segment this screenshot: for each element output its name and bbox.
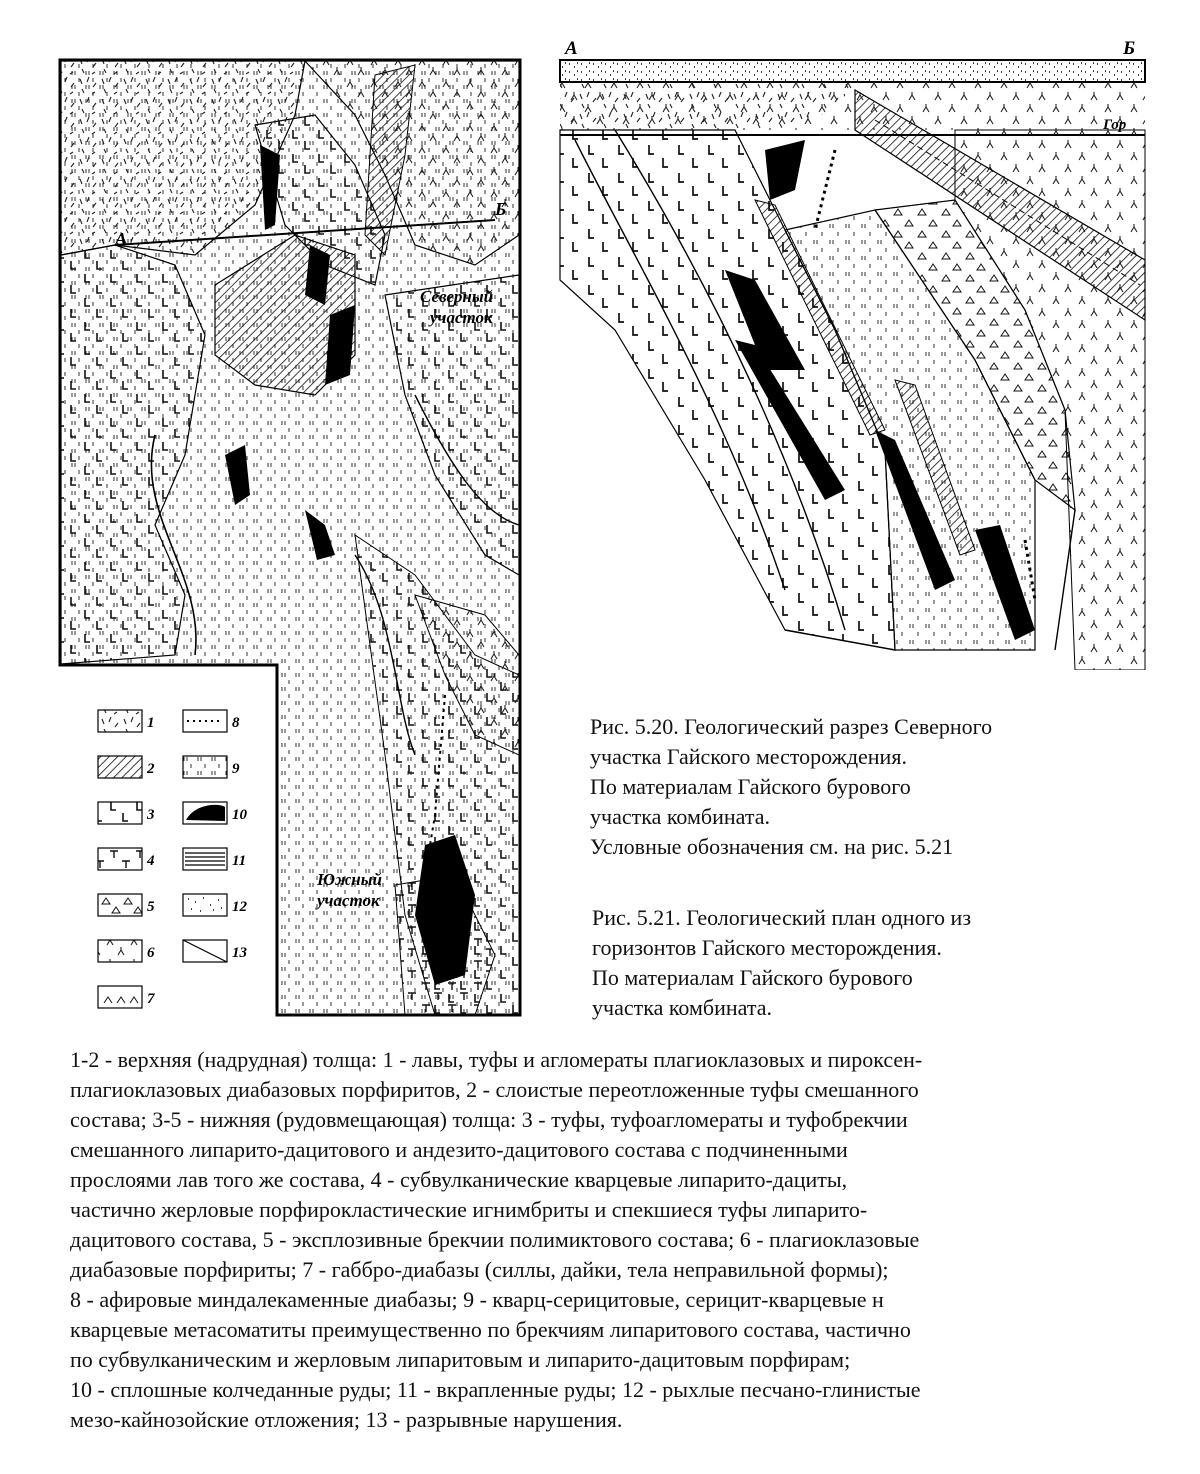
caption-line: участка комбината. [590, 804, 770, 829]
section-label-a: А [565, 38, 578, 59]
legend-description-line: 1-2 - верхняя (надрудная) толща: 1 - лавы, туфы и агломераты плагиоклазовых и пироксен- [70, 1047, 923, 1072]
legend-number-9: 9 [232, 761, 240, 777]
legend-description-line: плагиоклазовых диабазовых порфиритов, 2 - слоистые переотложенные туфы смешанного [70, 1077, 919, 1102]
legend-description-line: 10 - сплошные колчеданные руды; 11 - вкрапленные руды; 12 - рыхлые песчано-глинистые [70, 1377, 921, 1402]
geological-cross-section [555, 30, 1150, 670]
southern-area-label-line1: Южный [317, 870, 382, 889]
legend-description-line: диабазовые порфириты; 7 - габбро-диабазы (силлы, дайки, тела неправильной формы); [70, 1257, 889, 1282]
caption-line: участка комбината. [592, 995, 772, 1020]
caption-line: Рис. 5.20. Геологический разрез Северного [590, 714, 993, 739]
legend-number-11: 11 [232, 853, 247, 869]
legend-description-line: кварцевые метасоматиты преимущественно по брекчиям липаритового состава, частично [70, 1317, 911, 1342]
legend-number-2: 2 [147, 761, 155, 777]
caption-line: участка Гайского месторождения. [590, 744, 907, 769]
northern-area-label-line1: Северный [420, 287, 494, 306]
caption-line: Рис. 5.21. Геологический план одного из [592, 905, 972, 930]
caption-fig-5-21 [592, 903, 971, 1023]
legend-number-5: 5 [147, 899, 155, 915]
legend-number-4: 4 [147, 853, 155, 869]
legend-number-10: 10 [232, 807, 247, 823]
map-legend [98, 710, 227, 1008]
legend-description-line: смешанного липарито-дацитового и андезито-дацитового состава с подчиненными [70, 1137, 848, 1162]
legend-number-1: 1 [147, 715, 155, 731]
legend-description-line: мезо-кайнозойские отложения; 13 - разрывные нарушения. [70, 1407, 623, 1432]
map-label-b: Б [495, 199, 507, 219]
legend-number-8: 8 [232, 715, 240, 731]
legend-description-line: дацитового состава, 5 - эксплозивные брекчии полимиктового состава; 6 - плагиоклазовые [70, 1227, 920, 1252]
legend-number-13: 13 [232, 945, 247, 961]
legend-description-line: по субвулканическим и жерловым липаритовым и липарито-дацитовым порфирам; [70, 1347, 851, 1372]
legend-description-line: частично жерловые порфирокластические игнимбриты и спекшиеся туфы липарито- [70, 1197, 868, 1222]
section-label-b: Б [1123, 38, 1136, 59]
legend-description-line: 8 - афировые миндалекаменные диабазы; 9 - кварц-серицитовые, серицит-кварцевые н [70, 1287, 884, 1312]
southern-area-label-line2: участок [317, 891, 380, 910]
map-label-a: А [115, 229, 128, 249]
legend-number-6: 6 [147, 945, 155, 961]
northern-area-label-line2: участок [430, 308, 493, 327]
legend-description-line: состава; 3-5 - нижняя (рудовмещающая) толща: 3 - туфы, туфоагломераты и туфобрекчии [70, 1107, 908, 1132]
legend-number-3: 3 [147, 807, 155, 823]
legend-number-12: 12 [232, 899, 247, 915]
caption-fig-5-20 [590, 712, 992, 862]
caption-line: Условные обозначения см. на рис. 5.21 [590, 834, 954, 859]
caption-line: По материалам Гайского бурового [590, 774, 911, 799]
caption-line: По материалам Гайского бурового [592, 965, 913, 990]
legend-description [70, 1045, 1160, 1435]
geological-plan-map [55, 55, 535, 1025]
caption-line: горизонтов Гайского месторождения. [592, 935, 942, 960]
section-horizon-label: Гор [1103, 117, 1127, 133]
legend-description-line: прослоями лав того же состава, 4 - субвулканические кварцевые липарито-дациты, [70, 1167, 848, 1192]
legend-number-7: 7 [147, 991, 155, 1007]
